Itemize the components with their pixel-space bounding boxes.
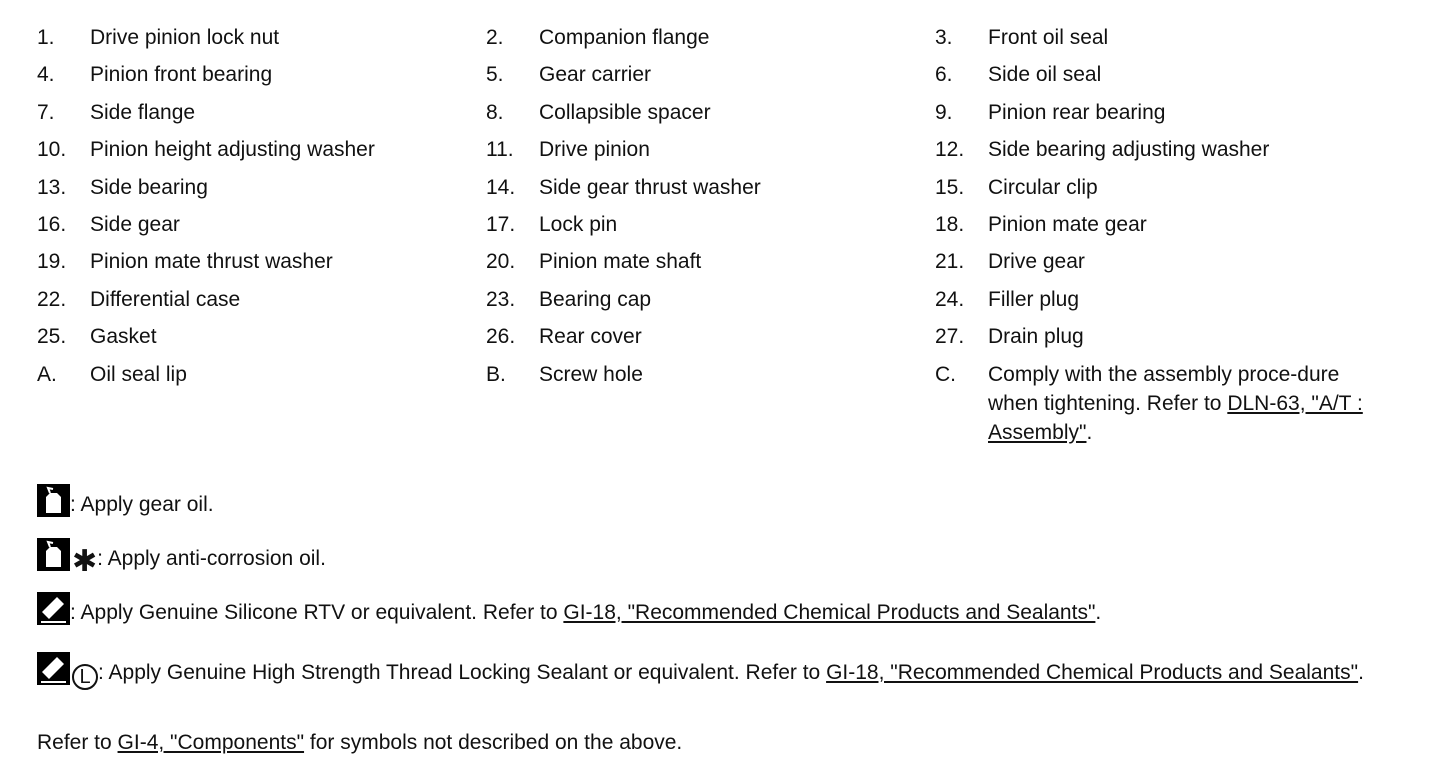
note-c-link[interactable]: DLN-63, "A/T : Assembly": [988, 391, 1363, 444]
note-c-suffix: .: [1086, 420, 1093, 444]
legend-item-label: Lock pin: [539, 213, 618, 236]
legend-item-label: Pinion rear bearing: [988, 100, 1166, 124]
legend-item-number: 7.: [37, 100, 55, 124]
legend-item-number: 9.: [935, 100, 953, 124]
oil-can-icon: [37, 484, 70, 517]
legend-item-label: Side oil seal: [988, 63, 1102, 87]
legend-item-number: 15.: [935, 175, 965, 199]
footer-link[interactable]: GI-4, "Components": [117, 731, 305, 754]
legend-item-number: 22.: [37, 287, 67, 311]
legend-item-number: 2.: [486, 26, 504, 49]
legend-item-number: B.: [486, 362, 506, 386]
legend-item-label: Screw hole: [539, 362, 643, 386]
legend-item-label: Oil seal lip: [90, 362, 187, 386]
legend-item-number: 23.: [486, 287, 516, 311]
legend-item-label: Pinion front bearing: [90, 63, 273, 87]
legend-item-label: Gear carrier: [539, 63, 652, 87]
legend-item-label: Circular clip: [988, 175, 1098, 199]
legend-item-number: 5.: [486, 63, 504, 87]
legend-item-label: Gasket: [90, 325, 157, 349]
legend-item-number: 8.: [486, 100, 504, 124]
sealant-tube-icon: [37, 652, 70, 685]
legend-item-label: Front oil seal: [988, 26, 1109, 49]
legend-item-number: 6.: [935, 63, 953, 87]
legend-item-number: 16.: [37, 213, 67, 236]
legend-item-number: 4.: [37, 63, 55, 87]
note-c-prefix: Comply with the assembly proce-dure when tightening. Refer to: [988, 362, 1340, 415]
legend-item-label: Bearing cap: [539, 287, 652, 311]
silicone-suffix: .: [1095, 601, 1102, 624]
anti-corrosion-line: [37, 538, 326, 576]
gear-oil-line: [37, 484, 214, 519]
legend-item-number: 20.: [486, 250, 516, 274]
legend-item-label: Pinion mate gear: [988, 213, 1147, 236]
circle-l-icon: L: [72, 664, 98, 690]
gear-oil-text: : Apply gear oil.: [70, 493, 214, 516]
oil-can-icon: [37, 538, 70, 571]
legend-item-label: Rear cover: [539, 325, 642, 349]
anti-corrosion-text: : Apply anti-corrosion oil.: [97, 547, 326, 570]
legend-item-label: Drive pinion: [539, 138, 650, 162]
silicone-prefix: : Apply Genuine Silicone RTV or equivalent. Refer to: [70, 601, 564, 624]
legend-item-number: 24.: [935, 287, 965, 311]
legend-item-label: Pinion mate thrust washer: [90, 250, 333, 274]
star-icon: ✱: [72, 545, 98, 578]
legend-item-label: Pinion mate shaft: [539, 250, 702, 274]
legend-item-label: Filler plug: [988, 287, 1080, 311]
legend-item-number: 21.: [935, 250, 965, 274]
thread-lock-prefix: : Apply Genuine High Strength Thread Locking Sealant or equivalent. Refer to: [98, 661, 827, 684]
footer-suffix: for symbols not described on the above.: [304, 731, 683, 754]
legend-item-label: Side bearing: [90, 175, 208, 199]
thread-lock-line: [37, 652, 1377, 690]
legend-item-number: 18.: [935, 213, 965, 236]
legend-item-number: 26.: [486, 325, 516, 349]
silicone-link[interactable]: GI-18, "Recommended Chemical Products and Sealants": [563, 601, 1096, 624]
legend-item-label: Drive pinion lock nut: [90, 26, 280, 49]
legend-item-label: Companion flange: [539, 26, 710, 49]
legend-item-number: 19.: [37, 250, 67, 274]
legend-item-number: 1.: [37, 26, 55, 49]
legend-item-label: [988, 360, 1378, 447]
legend-item-label: Pinion height adjusting washer: [90, 138, 375, 162]
legend-item-number: 13.: [37, 175, 67, 199]
legend-item-label: Side gear thrust washer: [539, 175, 761, 199]
thread-lock-suffix: .: [1358, 661, 1364, 684]
legend-item-number: 25.: [37, 325, 67, 349]
silicone-line: [37, 592, 1101, 627]
legend-item-number: 11.: [486, 138, 514, 162]
thread-lock-link[interactable]: GI-18, "Recommended Chemical Products and Sealants": [826, 661, 1359, 684]
legend-item-label: Side flange: [90, 100, 196, 124]
legend-item-number: A.: [37, 362, 57, 386]
legend-item-label: Collapsible spacer: [539, 100, 711, 124]
legend-item-number: 3.: [935, 26, 953, 49]
legend-item-label: Side gear: [90, 213, 180, 236]
footer-line: [37, 728, 682, 757]
legend-item-label: Differential case: [90, 287, 241, 311]
legend-item-number: 17.: [486, 213, 516, 236]
legend-item-number: 14.: [486, 175, 516, 199]
legend-item-number: 10.: [37, 138, 67, 162]
legend-item-label: Drive gear: [988, 250, 1085, 274]
legend-item-label: Drain plug: [988, 325, 1084, 349]
legend-item-number: 12.: [935, 138, 965, 162]
legend-item-number: C.: [935, 362, 956, 386]
legend-item-number: 27.: [935, 325, 965, 349]
legend-item-label: Side bearing adjusting washer: [988, 138, 1270, 162]
footer-prefix: Refer to: [37, 731, 118, 754]
sealant-tube-icon: [37, 592, 70, 625]
